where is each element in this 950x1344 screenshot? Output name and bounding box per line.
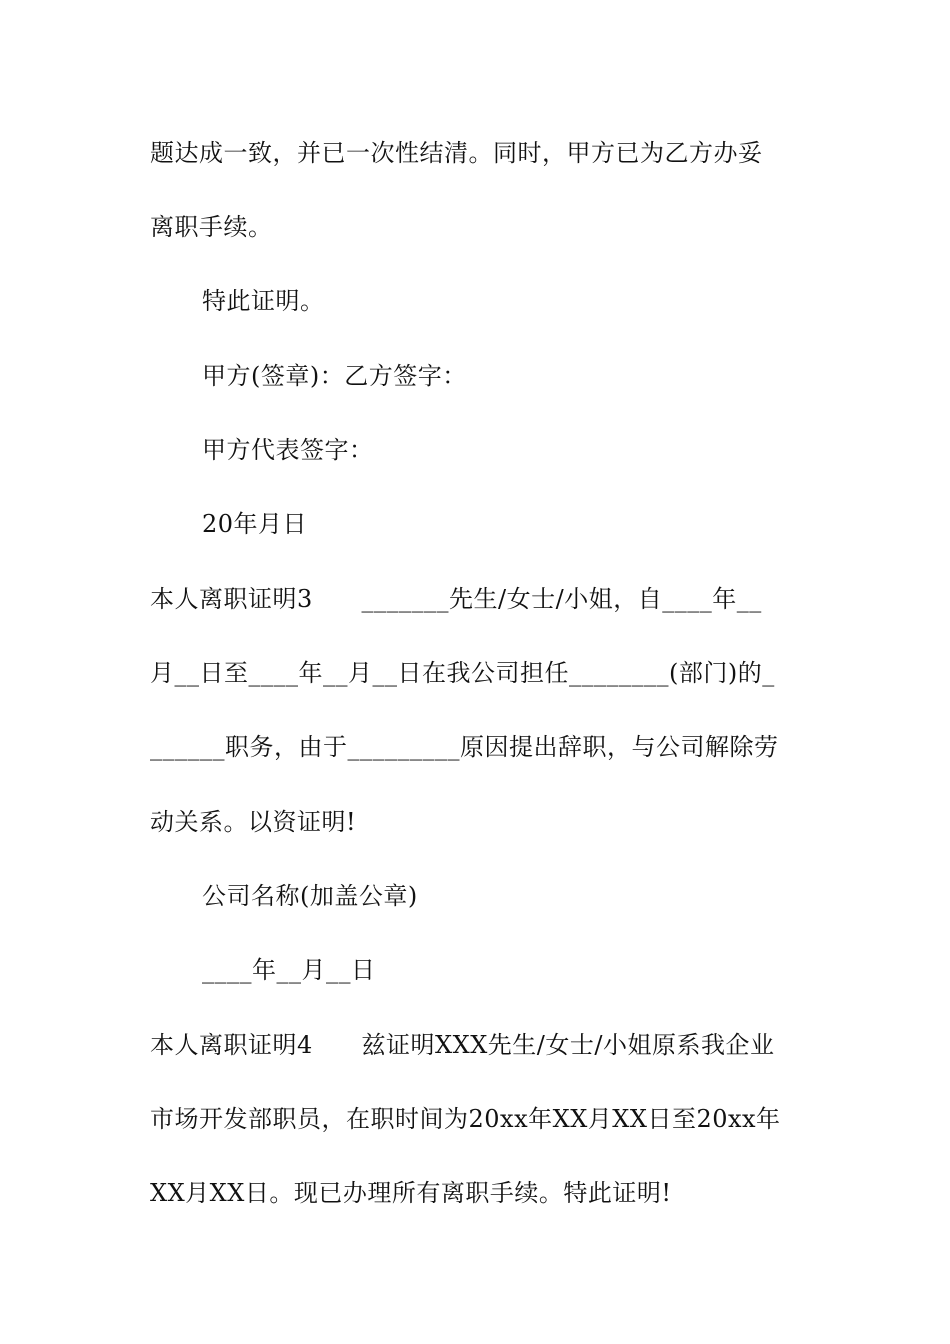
body-text-line: 市场开发部职员，在职时间为20xx年XX月XX日至20xx年	[150, 1105, 781, 1133]
signature-line: 甲方(签章)：乙方签字：	[202, 362, 467, 390]
body-text-line: 动关系。以资证明!	[150, 808, 357, 836]
body-text-line: 题达成一致，并已一次性结清。同时，甲方已为乙方办妥	[150, 139, 763, 167]
representative-signature-line: 甲方代表签字：	[202, 436, 374, 464]
date-line: ____年__月__日	[202, 956, 376, 984]
body-text-line: 月__日至____年__月__日在我公司担任________(部门)的_	[150, 659, 775, 687]
body-text-line: 离职手续。	[150, 213, 273, 241]
section-heading-4: 本人离职证明4 兹证明XXX先生/女士/小姐原系我企业	[150, 1031, 775, 1059]
body-text-line: ______职务，由于_________原因提出辞职，与公司解除劳	[150, 733, 779, 761]
section-heading-3: 本人离职证明3 _______先生/女士/小姐，自____年__	[150, 585, 762, 613]
body-text-line: XX月XX日。现已办理所有离职手续。特此证明!	[150, 1179, 672, 1207]
date-line: 20年月日	[202, 510, 308, 538]
company-name-line: 公司名称(加盖公章)	[202, 882, 418, 910]
certification-statement: 特此证明。	[202, 287, 325, 315]
